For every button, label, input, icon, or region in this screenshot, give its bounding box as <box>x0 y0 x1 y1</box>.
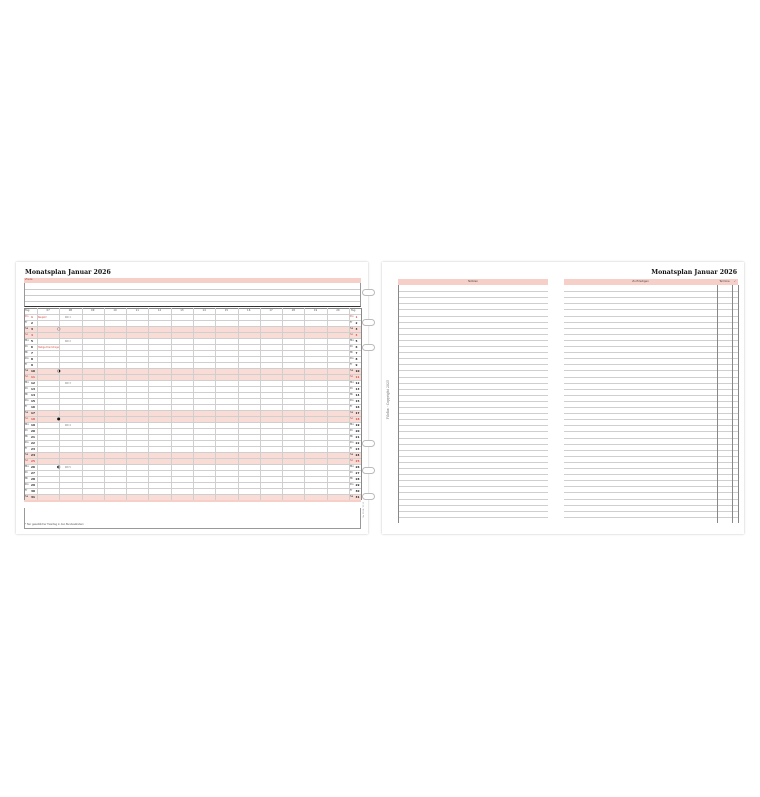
holiday-note: Heilige Drei Könige <box>38 345 59 349</box>
grid-bottom-band <box>24 500 361 502</box>
binder-hole <box>362 344 375 351</box>
todo-line <box>564 383 738 384</box>
notes-line <box>398 389 548 390</box>
grid-col-line <box>215 308 216 500</box>
day-number: 5 <box>31 339 33 344</box>
notes-line <box>398 468 548 469</box>
day-number-right: 2 <box>355 321 358 326</box>
day-name: Fr <box>25 363 28 367</box>
day-number-right: 24 <box>355 453 360 458</box>
todo-line <box>564 505 738 506</box>
todo-line <box>564 328 738 329</box>
appointments-column-header: Termine <box>717 279 732 285</box>
notes-line <box>398 401 548 402</box>
hour-header: 10 <box>113 309 117 312</box>
notes-column-header: Notizen <box>398 279 548 285</box>
todo-line <box>564 425 738 426</box>
todo-line <box>564 389 738 390</box>
notes-line <box>398 395 548 396</box>
day-name: Sa <box>25 327 29 331</box>
holiday-note: Neujahr <box>38 315 47 319</box>
notes-line <box>398 499 548 500</box>
notes-line <box>398 413 548 414</box>
day-number: 21 <box>31 435 35 440</box>
day-number: 16 <box>31 405 35 410</box>
day-number-right: 9 <box>355 363 358 368</box>
notes-line <box>398 352 548 353</box>
day-number: 13 <box>31 387 35 392</box>
day-name: Do <box>25 357 29 361</box>
day-name-right: Sa <box>350 495 354 499</box>
week-number: KW 2 <box>65 339 71 343</box>
todo-line <box>564 511 738 512</box>
day-number: 27 <box>31 471 35 476</box>
day-name-right: Fr <box>350 489 353 493</box>
day-number-right: 16 <box>355 405 360 410</box>
hour-header: 15 <box>224 309 229 312</box>
day-name-right: Di <box>350 345 353 349</box>
day-name-right: Di <box>350 387 353 391</box>
day-name: Sa <box>25 369 29 373</box>
day-name-right: Fr <box>350 321 353 325</box>
day-number: 6 <box>31 345 33 350</box>
day-number: 4 <box>31 333 33 338</box>
day-number-right: 30 <box>355 489 360 494</box>
moon-phase-icon: ● <box>57 415 61 421</box>
notes-line <box>398 425 548 426</box>
hour-header: 13 <box>180 309 184 312</box>
grid-col-line <box>171 308 172 500</box>
todo-line <box>564 297 738 298</box>
todo-line <box>564 377 738 378</box>
day-number-right: 12 <box>355 381 360 386</box>
day-name-right: So <box>350 459 354 463</box>
day-name-right: Mo <box>350 423 354 427</box>
notes-line <box>398 358 548 359</box>
day-name: Do <box>25 483 29 487</box>
day-number-right: 5 <box>355 339 358 344</box>
todo-column-divider <box>717 285 718 523</box>
todo-line <box>564 438 738 439</box>
page-title-right: Monatsplan Januar 2026 <box>651 269 737 276</box>
day-number-right: 22 <box>355 441 360 446</box>
day-name-right: Mi <box>350 351 353 355</box>
side-code: Nr. 2126 / 1111 <box>363 502 365 518</box>
day-number: 9 <box>31 363 33 368</box>
day-number: 2 <box>31 321 33 326</box>
day-name: Fr <box>25 447 28 451</box>
day-number-right: 15 <box>355 399 360 404</box>
day-name: Do <box>25 315 29 319</box>
todo-line <box>564 462 738 463</box>
todo-line <box>564 499 738 500</box>
day-number: 19 <box>31 423 35 428</box>
day-name-right: Mi <box>350 393 353 397</box>
notes-line <box>398 480 548 481</box>
notes-line <box>398 431 548 432</box>
week-number: KW 5 <box>65 465 71 469</box>
day-number-right: 25 <box>355 459 360 464</box>
hour-header: 16 <box>247 309 251 312</box>
day-name: Di <box>25 387 28 391</box>
day-number-right: 7 <box>355 351 358 356</box>
hour-header: 14 <box>202 309 206 312</box>
day-name: Mi <box>25 477 28 481</box>
binder-hole <box>362 440 375 447</box>
grid-col-line <box>260 308 261 500</box>
notes-line <box>398 474 548 475</box>
binder-hole <box>362 467 375 474</box>
grid-col-line <box>126 308 127 500</box>
day-number-right: 20 <box>355 429 360 434</box>
day-name: Mi <box>25 393 28 397</box>
todo-column-header: Zu Erledigen <box>564 279 717 285</box>
hour-header: 18 <box>291 309 295 312</box>
notes-line <box>398 407 548 408</box>
todo-list[interactable] <box>564 285 738 523</box>
footnote: * Nur gesetzlicher Feiertag in den Bundesländern <box>25 523 84 526</box>
notes-line <box>398 364 548 365</box>
grid-col-line <box>82 308 83 500</box>
day-number-right: 10 <box>355 369 360 374</box>
day-number-right: 18 <box>355 417 360 422</box>
day-name-right: Mo <box>350 381 354 385</box>
day-name-right: Do <box>350 315 354 319</box>
notes-line <box>398 309 548 310</box>
grid-col-line <box>193 308 194 500</box>
day-name-right: Mi <box>350 477 353 481</box>
day-number: 31 <box>31 495 35 500</box>
day-number: 17 <box>31 411 35 416</box>
todo-column-divider <box>732 285 733 523</box>
day-number: 3 <box>31 327 33 332</box>
day-name: Sa <box>25 453 29 457</box>
day-number-right: 6 <box>355 345 358 350</box>
notes-left-border <box>398 285 399 523</box>
notes-line <box>398 340 548 341</box>
todo-line <box>564 492 738 493</box>
todo-line <box>564 407 738 408</box>
day-number: 15 <box>31 399 35 404</box>
notes-line <box>398 505 548 506</box>
todo-line <box>564 309 738 310</box>
hour-header: 08 <box>68 309 73 312</box>
day-number: 22 <box>31 441 35 446</box>
day-number-right: 14 <box>355 393 360 398</box>
day-number: 26 <box>31 465 35 470</box>
todo-line <box>564 334 738 335</box>
todo-line <box>564 401 738 402</box>
grid-col-line <box>282 308 283 500</box>
page-title: Monatsplan Januar 2026 <box>25 269 111 276</box>
day-name: Do <box>25 399 29 403</box>
hour-header: 12 <box>157 309 162 312</box>
day-number: 23 <box>31 447 35 452</box>
day-number: 12 <box>31 381 35 386</box>
day-name: Di <box>25 429 28 433</box>
todo-line <box>564 474 738 475</box>
day-number: 25 <box>31 459 35 464</box>
notes-list[interactable] <box>398 285 548 523</box>
todo-line <box>564 450 738 451</box>
notes-line <box>398 370 548 371</box>
grid-col-line <box>304 308 305 500</box>
day-name: So <box>25 459 29 463</box>
todo-line <box>564 316 738 317</box>
day-name: Fr <box>25 489 28 493</box>
todo-line <box>564 480 738 481</box>
binder-hole <box>362 319 375 326</box>
day-name-right: Di <box>350 429 353 433</box>
right-page <box>382 262 744 534</box>
todo-line <box>564 468 738 469</box>
todo-line <box>564 413 738 414</box>
hour-header: 11 <box>135 309 139 312</box>
day-number-right: 21 <box>355 435 360 440</box>
moon-phase-icon: ○ <box>57 325 61 331</box>
day-name-right: Do <box>350 357 354 361</box>
grid-col-line <box>148 308 149 500</box>
day-name: Do <box>25 441 29 445</box>
notes-line <box>398 316 548 317</box>
day-name-right: Fr <box>350 447 353 451</box>
brand-mark: Filofax · Copyright 2025 <box>386 380 390 420</box>
day-header: Tag <box>25 309 30 312</box>
day-name: Mi <box>25 435 28 439</box>
day-name-right: Di <box>350 471 353 475</box>
notes-line <box>398 383 548 384</box>
goals-line <box>25 289 360 290</box>
day-name-right: Sa <box>350 411 354 415</box>
grid-col-line <box>327 308 328 500</box>
day-name-right: Do <box>350 441 354 445</box>
day-name: Fr <box>25 405 28 409</box>
day-name-right: Sa <box>350 453 354 457</box>
day-number: 24 <box>31 453 35 458</box>
day-name: Mo <box>25 465 29 469</box>
day-number-right: 29 <box>355 483 360 488</box>
day-name-right: Fr <box>350 405 353 409</box>
todo-line <box>564 370 738 371</box>
day-name-right: Sa <box>350 369 354 373</box>
week-number: KW 4 <box>65 423 71 427</box>
notes-line <box>398 346 548 347</box>
notes-line <box>398 377 548 378</box>
todo-line <box>564 352 738 353</box>
todo-line <box>564 340 738 341</box>
grid-col-line <box>37 308 38 500</box>
notes-line <box>398 297 548 298</box>
notes-line <box>398 419 548 420</box>
moon-phase-icon: ◑ <box>57 367 61 373</box>
day-number-right: 28 <box>355 477 360 482</box>
check-column-header: ✓ <box>733 280 737 283</box>
day-header-right: Tag <box>351 309 356 312</box>
day-number: 28 <box>31 477 35 482</box>
todo-line <box>564 456 738 457</box>
day-number: 14 <box>31 393 35 398</box>
day-number-right: 1 <box>355 315 358 320</box>
day-name: So <box>25 375 29 379</box>
day-number-right: 8 <box>355 357 358 362</box>
day-name: Di <box>25 471 28 475</box>
binder-hole <box>362 493 375 500</box>
day-name: Mo <box>25 381 29 385</box>
day-name: So <box>25 333 29 337</box>
day-name-right: Do <box>350 483 354 487</box>
day-number-right: 13 <box>355 387 360 392</box>
day-name-right: So <box>350 375 354 379</box>
hour-header: 17 <box>269 309 273 312</box>
month-grid <box>24 308 361 500</box>
goals-label: Ziele <box>25 277 33 281</box>
day-number: 20 <box>31 429 35 434</box>
goals-line <box>25 295 360 296</box>
todo-line <box>564 364 738 365</box>
goals-line <box>25 301 360 302</box>
todo-line <box>564 444 738 445</box>
day-name-right: Mi <box>350 435 353 439</box>
day-number: 10 <box>31 369 35 374</box>
todo-line <box>564 303 738 304</box>
notes-line <box>398 328 548 329</box>
hour-header: 20 <box>336 309 340 312</box>
notes-line <box>398 444 548 445</box>
day-name: Fr <box>25 321 28 325</box>
left-page <box>16 262 368 534</box>
notes-line <box>398 322 548 323</box>
day-number: 7 <box>31 351 33 356</box>
day-number-right: 23 <box>355 447 360 452</box>
notes-line <box>398 486 548 487</box>
hour-header: 07 <box>46 309 50 312</box>
day-number-right: 19 <box>355 423 360 428</box>
day-number-right: 3 <box>355 327 358 332</box>
day-number-right: 27 <box>355 471 360 476</box>
day-number-right: 31 <box>355 495 360 500</box>
grid-col-line <box>59 308 60 500</box>
day-name-right: Sa <box>350 327 354 331</box>
notes-line <box>398 291 548 292</box>
notes-line <box>398 511 548 512</box>
day-number-right: 26 <box>355 465 360 470</box>
day-number: 18 <box>31 417 35 422</box>
day-name: Mo <box>25 339 29 343</box>
day-name-right: Do <box>350 399 354 403</box>
todo-line <box>564 431 738 432</box>
hour-header: 19 <box>313 309 318 312</box>
week-number: KW 3 <box>65 381 71 385</box>
notes-line <box>398 303 548 304</box>
notes-line <box>398 450 548 451</box>
day-number-right: 11 <box>355 375 360 380</box>
todo-line <box>564 358 738 359</box>
day-name-right: So <box>350 417 354 421</box>
todo-right-border <box>738 285 739 523</box>
day-name: Sa <box>25 495 29 499</box>
day-number: 29 <box>31 483 35 488</box>
todo-line <box>564 517 738 518</box>
grid-col-line <box>104 308 105 500</box>
grid-col-line <box>238 308 239 500</box>
day-number-right: 4 <box>355 333 358 338</box>
day-number: 8 <box>31 357 33 362</box>
hour-header: 09 <box>91 309 95 312</box>
todo-line <box>564 291 738 292</box>
day-name: Sa <box>25 411 29 415</box>
todo-line <box>564 395 738 396</box>
moon-phase-icon: ◐ <box>57 463 61 469</box>
week-number: KW 1 <box>65 315 71 319</box>
binder-hole <box>362 289 375 296</box>
notes-line <box>398 492 548 493</box>
todo-line <box>564 346 738 347</box>
notes-line <box>398 517 548 518</box>
notes-line <box>398 438 548 439</box>
day-name: Di <box>25 345 28 349</box>
todo-line <box>564 486 738 487</box>
notes-line <box>398 334 548 335</box>
day-name-right: Mo <box>350 339 354 343</box>
day-name-right: Mo <box>350 465 354 469</box>
day-name: Mo <box>25 423 29 427</box>
day-number: 30 <box>31 489 35 494</box>
day-name: Mi <box>25 351 28 355</box>
goals-area[interactable] <box>24 283 361 307</box>
day-number: 11 <box>31 375 35 380</box>
notes-line <box>398 456 548 457</box>
todo-line <box>564 322 738 323</box>
day-name-right: Fr <box>350 363 353 367</box>
notes-line <box>398 462 548 463</box>
day-number: 1 <box>31 315 33 320</box>
day-number-right: 17 <box>355 411 360 416</box>
day-name-right: So <box>350 333 354 337</box>
day-name: So <box>25 417 29 421</box>
todo-line <box>564 419 738 420</box>
